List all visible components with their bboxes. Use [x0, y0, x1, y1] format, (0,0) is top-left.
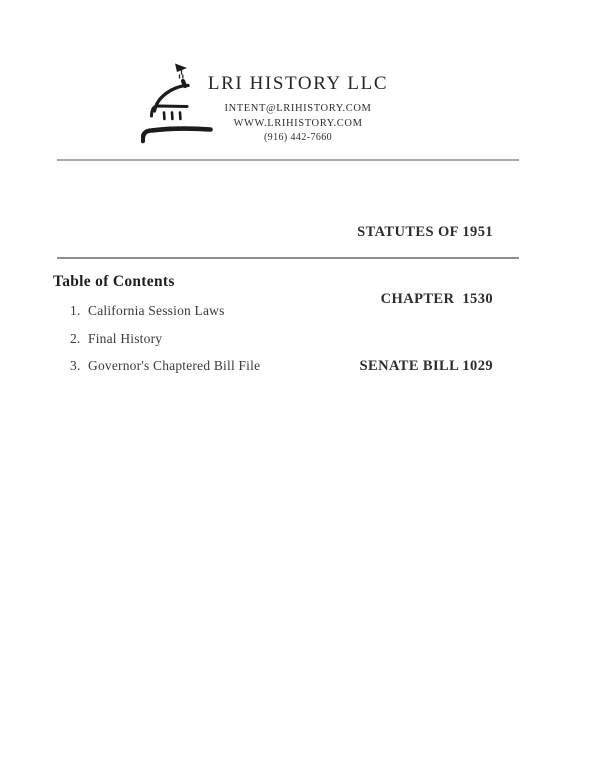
divider-top: [57, 159, 519, 161]
company-name: LRI HISTORY LLC: [207, 73, 389, 94]
toc-heading: Table of Contents: [53, 273, 175, 290]
chapter-line: CHAPTER 1530: [380, 291, 493, 308]
contact-block: [0, 102, 596, 146]
toc-item-label: California Session Laws: [88, 303, 225, 318]
divider-bottom: [57, 257, 519, 259]
toc-item-number: 2.: [70, 330, 81, 346]
toc-item-number: 1.: [70, 303, 81, 318]
email-text: INTENT@LRIHISTORY.COM: [224, 103, 372, 114]
toc-item-label: Final History: [88, 330, 163, 346]
toc-item-label: Governor's Chaptered Bill File: [88, 358, 261, 373]
website-text: WWW.LRIHISTORY.COM: [233, 117, 363, 129]
toc-list: [70, 303, 260, 386]
letterhead: [0, 72, 596, 146]
statutes-line: STATUTES OF 1951: [357, 223, 493, 240]
toc-item: [70, 331, 260, 346]
toc-item: [70, 303, 260, 318]
document-id-block: [357, 176, 493, 422]
toc-item-number: 3.: [70, 358, 81, 373]
toc-item: [70, 358, 260, 373]
senate-bill-line: SENATE BILL 1029: [359, 358, 493, 375]
phone-text: (916) 442-7660: [263, 132, 333, 143]
